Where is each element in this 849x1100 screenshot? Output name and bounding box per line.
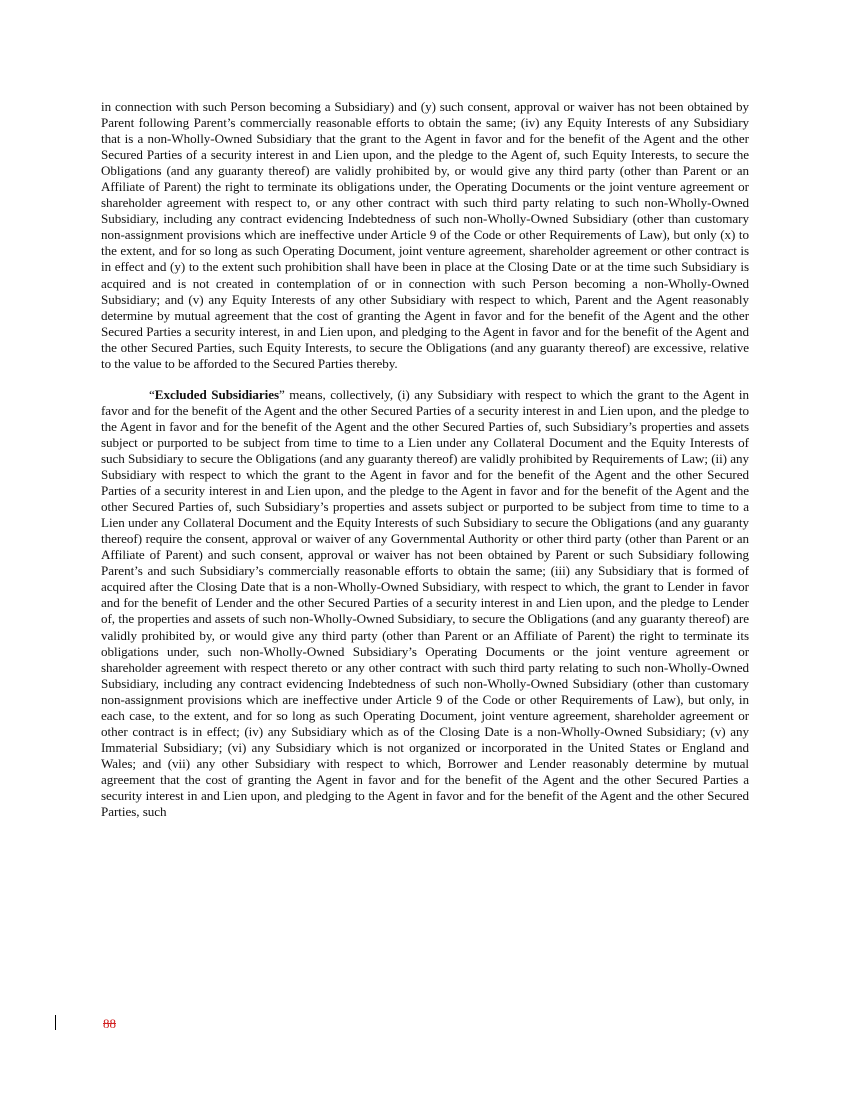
revision-change-bar bbox=[55, 1015, 56, 1030]
definition-continuation-paragraph: in connection with such Person becoming a Subsidiary) and (y) such consent, approval or waiver has not been obtained by Parent following Parent’s commercially reasonable efforts to obtain the same; (iv) any Equity Interests of any Subsidiary that is a non-Wholly-Owned Subsidiary that the grant to the Agent in favor and for the benefit of the Agent and the other Secured Parties of a security interest in and Lien upon, and the pledge to the Agent of, such Equity Interests, to secure the Obligations (and any guaranty thereof) are validly prohibited by, or would give any third party (other than Parent or an Affiliate of Parent) the right to terminate its obligations under, the Operating Documents or the joint venture agreement or shareholder agreement with respect to, or any other contract with such third party relating to such non-Wholly-Owned Subsidiary, including any contract evidencing Indebtedness of such non-Wholly-Owned Subsidiary (other than customary non-assignment provisions which are ineffective under Article 9 of the Code or other Requirements of Law), but only (x) to the extent, and for so long as such Operating Document, joint venture agreement, shareholder agreement or other contract is in effect and (y) to the extent such prohibition shall have been in place at the Closing Date or at the time such Subsidiary is acquired and is not created in contemplation of or in connection with such Person becoming a non-Wholly-Owned Subsidiary; and (v) any Equity Interests of any other Subsidiary with respect to which, Parent and the Agent reasonably determine by mutual agreement that the cost of granting the Agent in favor and for the benefit of the Agent and the other Secured Parties a security interest, in and Lien upon, and pledging to the Agent in favor and for the benefit of the Agent and the other Secured Parties, such Equity Interests, to secure the Obligations (and any guaranty thereof) are excessive, relative to the value to be afforded to the Secured Parties thereby. bbox=[101, 99, 749, 371]
document-page bbox=[101, 99, 749, 820]
page-number: 88 bbox=[103, 1016, 116, 1031]
open-quote: “ bbox=[149, 386, 155, 402]
excluded-subsidiaries-definition bbox=[101, 387, 749, 820]
defined-term: Excluded Subsidiaries bbox=[154, 386, 280, 402]
definition-body: ” means, collectively, (i) any Subsidiary with respect to which the grant to the Agent in favor and for the benefit of the Agent and the other Secured Parties of a security interest in and Lien upon, and the pledge to the Agent in favor and for the benefit of the Agent and the other Secured Parties of, such Subsidiary’s properties and assets subject or purported to be subject from time to time to a Lien under any Collateral Document and the Equity Interests of such Subsidiary to secure the Obligations (and any guaranty thereof) are validly prohibited by Requirements of Law; (ii) any Subsidiary with respect to which the grant to the Agent in favor and for the benefit of the Agent and the other Secured Parties of a security interest in and Lien upon, and the pledge to the Agent in favor and for the benefit of the Agent and the other Secured Parties of, such Subsidiary’s properties and assets subject or purported to be subject from time to time to a Lien under any Collateral Document and the Equity Interests of such Subsidiary to secure the Obligations (and any guaranty thereof) require the consent, approval or waiver of any Governmental Authority or other third party (other than Parent or an Affiliate of Parent) and such consent, approval or waiver has not been obtained by Parent or such Subsidiary following Parent’s and such Subsidiary’s commercially reasonable efforts to obtain the same; (iii) any Subsidiary that is formed of acquired after the Closing Date that is a non-Wholly-Owned Subsidiary, with respect to which, the grant to Lender in favor and for the benefit of Lender and the other Secured Parties of a security interest in and Lien upon, and the pledge to Lender of, the properties and assets of such non-Wholly-Owned Subsidiary, to secure the Obligations (and any guaranty thereof) are validly prohibited by, or would give any third party (other than Parent or an Affiliate of Parent) the right to terminate its obligations under, such non-Wholly-Owned Subsidiary’s Operating Documents or the joint venture agreement or shareholder agreement with respect thereto or any other contract with such third party relating to such non-Wholly-Owned Subsidiary, including any contract evidencing Indebtedness of such non-Wholly-Owned Subsidiary (other than customary non-assignment provisions which are ineffective under Article 9 of the Code or other Requirements of Law), but only, in each case, to the extent, and for so long as such Operating Document, joint venture agreement, shareholder agreement or other contract is in effect; (iv) any Subsidiary which as of the Closing Date is a non-Wholly-Owned Subsidiary; (v) any Immaterial Subsidiary; (vi) any Subsidiary which is not organized or incorporated in the United States or England and Wales; and (vii) any other Subsidiary with respect to which, Borrower and Lender reasonably determine by mutual agreement that the cost of granting the Agent in favor and for the benefit of the Agent and the other Secured Parties a security interest in and Lien upon, and pledging to the Agent in favor and for the benefit of the Agent and the other Secured Parties, such bbox=[101, 386, 750, 820]
